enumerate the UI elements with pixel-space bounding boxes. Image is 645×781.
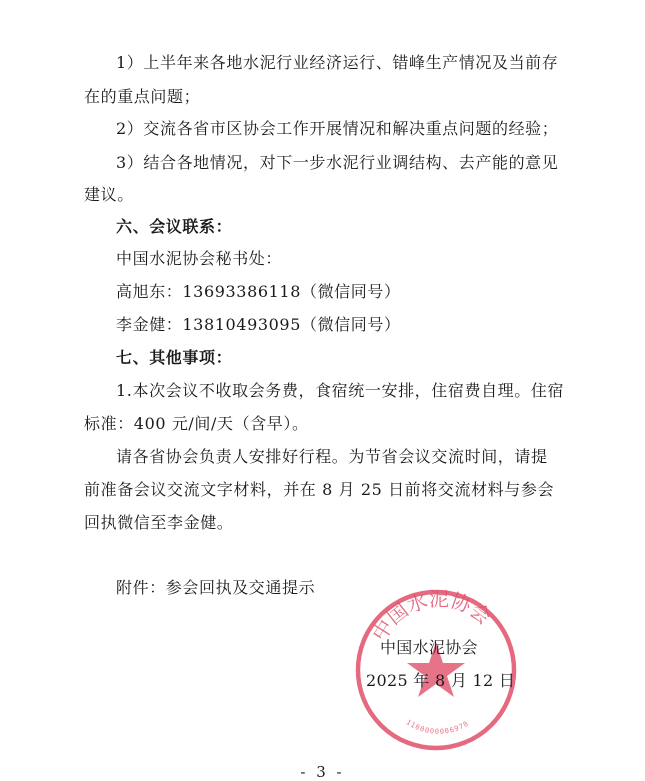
seal-text: 中国水泥协会 [367, 587, 496, 646]
contact-person-2: 李金健：13810493095（微信同号） [116, 315, 401, 334]
other-item-1-line-1: 1.本次会议不收取会务费，食宿统一安排，住宿费自理。住宿 [116, 381, 565, 400]
svg-text:1100000006978 [405, 718, 471, 736]
page-number: - 3 - [300, 763, 345, 781]
signature-date: 2025 年 8 月 12 日 [366, 671, 516, 690]
signature-org: 中国水泥协会 [380, 638, 478, 657]
contact-person-1: 高旭东：13693386118（微信同号） [116, 282, 401, 301]
item-3-line-2: 建议。 [84, 185, 134, 204]
item-1-line-1: 1）上半年来各地水泥行业经济运行、错峰生产情况及当前存 [116, 53, 559, 72]
other-item-2-line-3: 回执微信至李金健。 [84, 513, 234, 532]
other-item-2-line-2: 前准备会议交流文字材料，并在 8 月 25 日前将交流材料与参会 [84, 480, 555, 499]
item-3-line-1: 3）结合各地情况，对下一步水泥行业调结构、去产能的意见 [116, 153, 559, 172]
other-item-2-line-1: 请各省协会负责人安排好行程。为节省会议交流时间，请提 [116, 447, 548, 466]
contact-office: 中国水泥协会秘书处： [116, 249, 283, 268]
other-item-1-line-2: 标准：400 元/间/天（含早）。 [84, 414, 309, 433]
section-heading-other: 七、其他事项： [116, 348, 233, 367]
section-heading-contact: 六、会议联系： [116, 217, 233, 236]
item-2: 2）交流各省市区协会工作开展情况和解决重点问题的经验； [116, 119, 559, 138]
item-1-line-2: 在的重点问题； [84, 87, 201, 106]
attachment-note: 附件：参会回执及交通提示 [116, 578, 316, 597]
seal-code: 1100000006978 [404, 718, 471, 736]
